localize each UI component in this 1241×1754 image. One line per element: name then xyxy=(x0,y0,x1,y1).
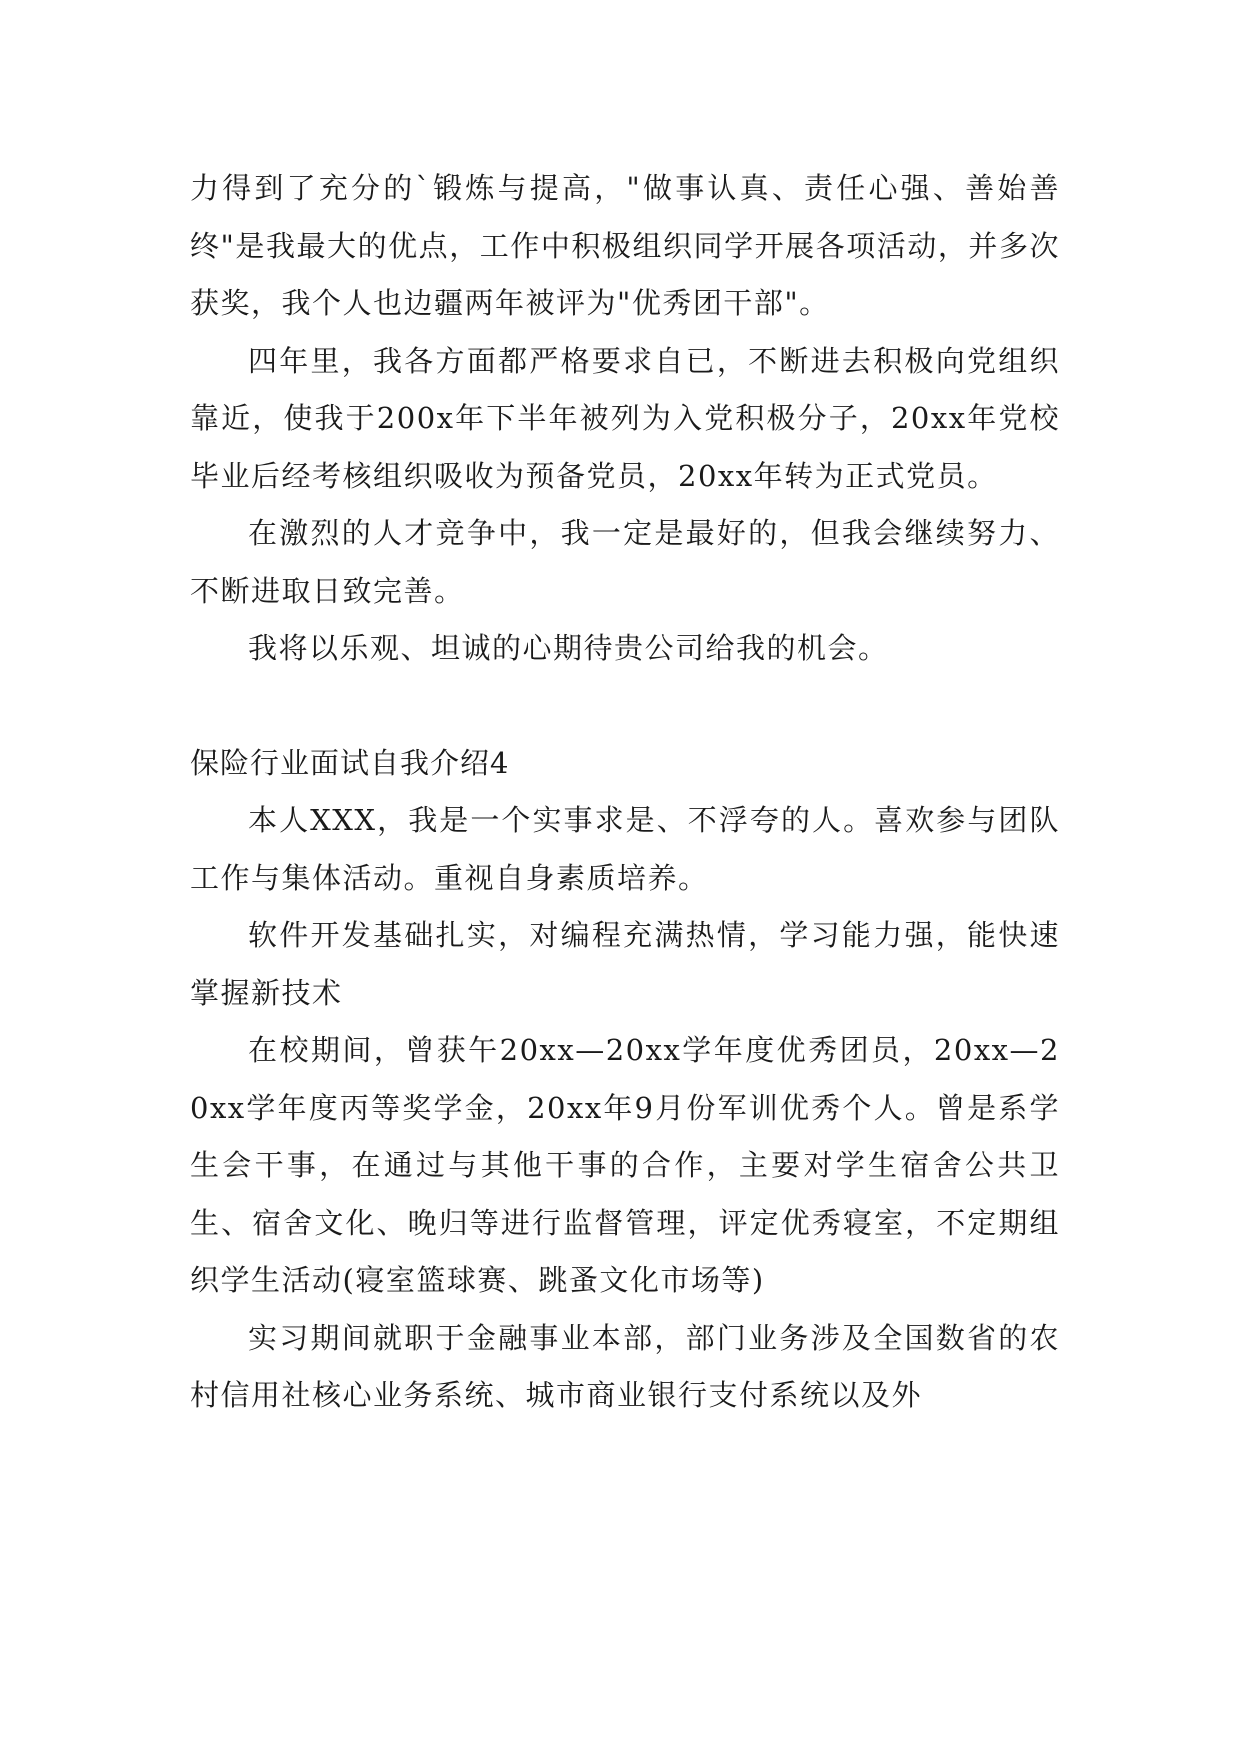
paragraph-self-intro: 本人XXX，我是一个实事求是、不浮夸的人。喜欢参与团队工作与集体活动。重视自身素质培养。 xyxy=(190,803,1060,895)
paragraph-skills: 软件开发基础扎实，对编程充满热情，学习能力强，能快速掌握新技术 xyxy=(190,918,1060,1010)
paragraph-internship: 实习期间就职于金融事业本部，部门业务涉及全国数省的农村信用社核心业务系统、城市商业银行支付系统以及外 xyxy=(190,1320,1060,1412)
section-heading: 保险行业面试自我介绍4 xyxy=(190,745,510,780)
paragraph-party-membership: 四年里，我各方面都严格要求自已，不断进去积极向党组织靠近，使我于200x年下半年被列为入党积极分子，20xx年党校毕业后经考核组织吸收为预备党员，20xx年转为正式党员。 xyxy=(190,343,1060,493)
document-body xyxy=(190,160,1060,1425)
paragraph-school-experience: 在校期间，曾获午20xx—20xx学年度优秀团员，20xx—20xx学年度丙等奖学金，20xx年9月份军训优秀个人。曾是系学生会干事，在通过与其他干事的合作，主要对学生宿舍公共卫生、宿舍文化、晚归等进行监督管理，评定优秀寝室，不定期组织学生活动(寝室篮球赛、跳蚤文化市场等) xyxy=(190,1033,1060,1297)
paragraph-closing: 我将以乐观、坦诚的心期待贵公司给我的机会。 xyxy=(248,631,889,665)
paragraph-competition: 在激烈的人才竞争中，我一定是最好的，但我会继续努力、不断进取日致完善。 xyxy=(190,516,1060,608)
paragraph-continuation: 力得到了充分的`锻炼与提高，"做事认真、责任心强、善始善终"是我最大的优点，工作中积极组织同学开展各项活动，并多次获奖，我个人也边疆两年被评为"优秀团干部"。 xyxy=(190,171,1060,320)
